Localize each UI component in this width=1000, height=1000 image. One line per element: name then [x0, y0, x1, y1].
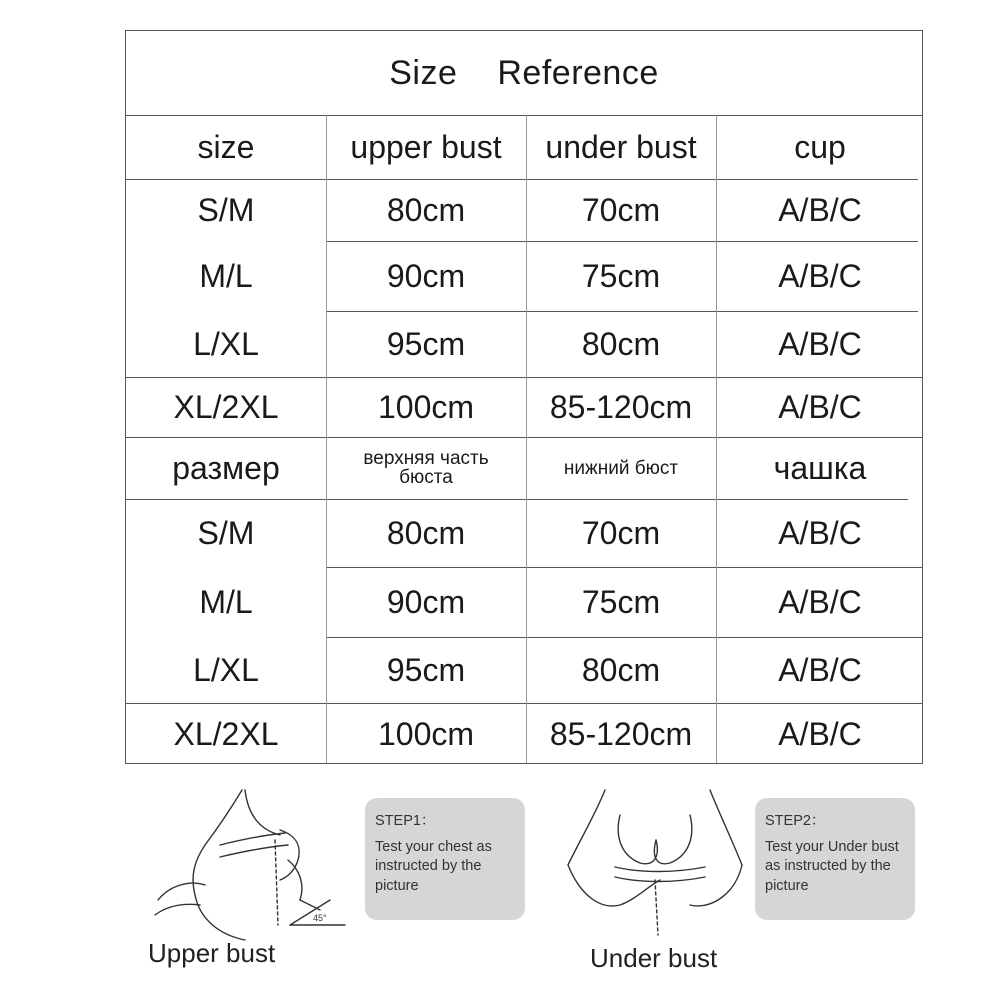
upper-bust-cell: 80cm — [386, 192, 466, 228]
under-bust-cell: 80cm — [581, 652, 661, 688]
size-cell: M/L — [199, 258, 253, 294]
under-bust-cell: 80cm — [581, 326, 661, 362]
step2-box — [755, 798, 915, 920]
row-divider — [326, 311, 918, 312]
size-cell: XL/2XL — [173, 716, 279, 752]
row-divider — [326, 241, 918, 242]
upper-bust-caption: Upper bust — [148, 938, 276, 968]
under-bust-cell: 70cm — [581, 192, 661, 228]
column-divider — [326, 115, 327, 763]
size-cell: S/M — [197, 192, 255, 228]
cup-cell: A/B/C — [778, 515, 862, 551]
header-size-ru: размер — [172, 450, 280, 486]
table-row — [126, 703, 922, 765]
upper-bust-cell: 90cm — [386, 584, 466, 620]
row-divider — [126, 377, 922, 378]
size-cell: M/L — [199, 584, 253, 620]
angle-label: 45° — [313, 913, 327, 923]
step1-title: STEP1： — [375, 813, 436, 829]
upper-bust-cell: 90cm — [386, 258, 466, 294]
header-upper-bust-ru-line1: верхняя часть — [363, 448, 489, 469]
row-divider — [326, 637, 922, 638]
step2-text: Test your Under bust as instructed by the picture — [765, 838, 899, 894]
header-row-ru — [126, 437, 922, 499]
column-divider — [716, 115, 717, 763]
row-divider — [126, 703, 922, 704]
cup-cell: A/B/C — [778, 716, 862, 752]
under-bust-cell: 70cm — [581, 515, 661, 551]
row-divider — [126, 179, 918, 180]
under-bust-cell: 85-120cm — [549, 716, 693, 752]
table-title — [126, 31, 922, 116]
cup-cell: A/B/C — [778, 652, 862, 688]
table-row — [126, 499, 922, 567]
upper-bust-cell: 80cm — [386, 515, 466, 551]
row-divider — [326, 567, 922, 568]
cup-cell: A/B/C — [778, 258, 862, 294]
under-bust-cell: 85-120cm — [549, 389, 693, 425]
header-cup: cup — [794, 129, 846, 165]
cup-cell: A/B/C — [778, 584, 862, 620]
title-reference: Reference — [497, 53, 659, 92]
cup-cell: A/B/C — [778, 389, 862, 425]
upper-bust-cell: 95cm — [386, 652, 466, 688]
table-row — [126, 179, 922, 241]
cup-cell: A/B/C — [778, 326, 862, 362]
header-row-en — [126, 115, 922, 179]
upper-bust-illustration — [150, 785, 350, 945]
upper-bust-cell: 100cm — [377, 389, 475, 425]
step1-box — [365, 798, 525, 920]
table-row — [126, 241, 922, 311]
upper-bust-cell: 100cm — [377, 716, 475, 752]
header-size: size — [197, 129, 255, 165]
size-cell: L/XL — [193, 652, 259, 688]
under-bust-illustration — [560, 785, 750, 945]
header-upper-bust-ru-line2: бюста — [399, 467, 453, 488]
size-cell: S/M — [197, 515, 255, 551]
row-divider — [126, 437, 922, 438]
under-bust-cell: 75cm — [581, 584, 661, 620]
header-upper-bust-ru — [326, 437, 526, 499]
table-row — [126, 567, 922, 637]
under-bust-caption: Under bust — [590, 943, 718, 973]
header-upper-bust: upper bust — [350, 129, 502, 165]
table-row — [126, 377, 922, 437]
step1-text: Test your chest as instructed by the picture — [375, 838, 492, 894]
row-divider — [126, 499, 908, 500]
header-under-bust-ru: нижний бюст — [563, 457, 679, 479]
upper-bust-cell: 95cm — [386, 326, 466, 362]
under-bust-cell: 75cm — [581, 258, 661, 294]
size-reference-table — [125, 30, 923, 764]
size-cell: XL/2XL — [173, 389, 279, 425]
column-divider — [526, 115, 527, 763]
header-cup-ru: чашка — [773, 450, 867, 486]
table-row — [126, 311, 922, 377]
step2-title: STEP2： — [765, 813, 826, 829]
cup-cell: A/B/C — [778, 192, 862, 228]
size-cell: L/XL — [193, 326, 259, 362]
table-row — [126, 637, 922, 703]
title-size: Size — [389, 53, 458, 92]
header-under-bust: under bust — [545, 129, 697, 165]
